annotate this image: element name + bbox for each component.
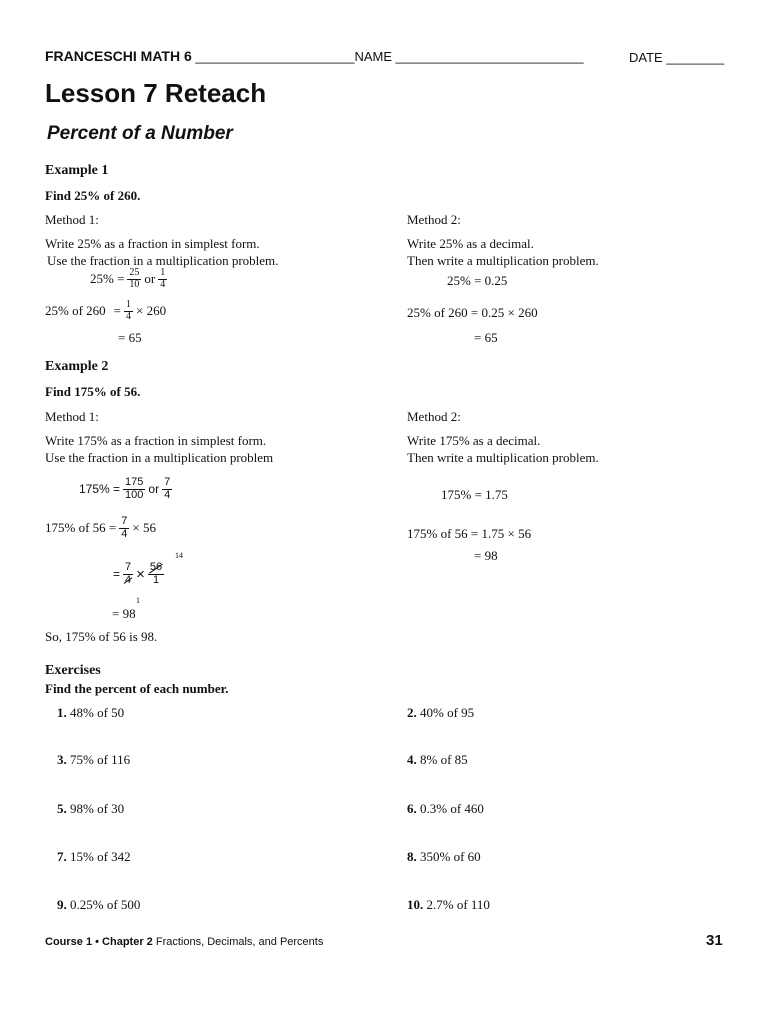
example2-method1-calc — [45, 516, 156, 540]
example1-method1-label: Method 1: — [45, 212, 99, 227]
denominator: 4 — [126, 310, 132, 322]
exercise-8 — [407, 849, 481, 865]
eq-lhs: 25% = — [90, 271, 125, 286]
or-text: or — [144, 271, 156, 286]
cancel-bottom-number: 1 — [136, 596, 140, 605]
page-number: 31 — [706, 932, 723, 949]
name-label: NAME — [354, 49, 392, 64]
exercise-number: 7. — [57, 849, 67, 864]
fraction-1-4 — [158, 268, 167, 290]
example1-method2-calc: 25% of 260 = 0.25 × 260 — [407, 305, 538, 320]
numerator: 25 — [129, 267, 140, 278]
exercise-7 — [57, 849, 131, 865]
exercise-5 — [57, 801, 124, 817]
fraction-1-4 — [124, 300, 133, 322]
fraction-7-4 — [162, 477, 172, 501]
exercise-2 — [407, 705, 474, 721]
numerator: 7 — [125, 561, 132, 573]
exercise-text: 350% of 60 — [420, 849, 481, 864]
date-field — [629, 50, 724, 65]
exercise-number: 1. — [57, 705, 67, 720]
example2-method1-result: = 98 — [112, 606, 136, 621]
calc-rhs: × 56 — [132, 520, 156, 536]
denominator: 4 — [121, 527, 128, 540]
example1-heading: Example 1 — [45, 163, 109, 178]
exercise-text: 48% of 50 — [70, 705, 125, 720]
cancelled-numerator: 56 — [149, 561, 163, 573]
exercise-text: 98% of 30 — [70, 801, 125, 816]
date-label: DATE — [629, 50, 663, 65]
fraction-175-100 — [123, 477, 145, 501]
example1-method2-line2: Then write a multiplication problem. — [407, 253, 599, 268]
calc-lhs: 25% of 260 — [45, 303, 106, 318]
exercise-text: 40% of 95 — [420, 705, 475, 720]
example1-method2-eq: 25% = 0.25 — [447, 273, 508, 288]
example1-method2-result: = 65 — [474, 330, 498, 345]
example1-method2-label: Method 2: — [407, 212, 461, 227]
school-name: FRANCESCHI MATH 6 — [45, 48, 192, 64]
example1-method1-line1: Write 25% as a fraction in simplest form. — [45, 236, 260, 251]
numerator: 7 — [164, 476, 171, 488]
exercises-instruction: Find the percent of each number. — [45, 681, 229, 696]
exercise-text: 0.25% of 500 — [70, 897, 141, 912]
denominator: 4 — [164, 488, 171, 501]
exercise-text: 75% of 116 — [70, 752, 131, 767]
exercises-heading: Exercises — [45, 663, 101, 678]
worksheet-header — [45, 48, 584, 64]
example2-method1-line1: Write 175% as a fraction in simplest form. — [45, 433, 267, 448]
example1-method1-result: = 65 — [118, 330, 142, 345]
footer-topic: Fractions, Decimals, and Percents — [155, 936, 324, 948]
exercise-number: 5. — [57, 801, 67, 816]
example2-method2-line1: Write 175% as a decimal. — [407, 433, 541, 448]
exercise-4 — [407, 752, 468, 768]
exercise-9 — [57, 897, 140, 913]
calc-equals: = — [113, 303, 122, 318]
page-footer — [45, 936, 323, 948]
page-title: Lesson 7 Reteach — [45, 78, 267, 108]
example1-method1-calc — [45, 300, 166, 322]
example1-method1-line2: Use the fraction in a multiplication problem. — [47, 253, 279, 268]
or-text: or — [148, 482, 160, 497]
numerator: 7 — [121, 515, 128, 527]
example2-conclusion: So, 175% of 56 is 98. — [45, 629, 158, 644]
name-line: __________________________ — [395, 49, 584, 64]
footer-course: Course 1 • Chapter 2 — [45, 936, 153, 948]
cancel-top-number: 14 — [175, 551, 183, 560]
fraction-7-4-cancelled — [123, 562, 133, 586]
example2-method2-label: Method 2: — [407, 409, 461, 424]
exercise-number: 10. — [407, 897, 424, 912]
page-subtitle: Percent of a Number — [47, 123, 233, 144]
example1-problem: Find 25% of 260. — [45, 188, 141, 203]
exercise-text: 8% of 85 — [420, 752, 468, 767]
example2-fraction-equation — [79, 477, 175, 501]
exercise-text: 15% of 342 — [70, 849, 131, 864]
exercise-number: 8. — [407, 849, 417, 864]
fraction-56-1-cancelled — [148, 562, 164, 586]
exercise-6 — [407, 801, 484, 817]
example2-problem: Find 175% of 56. — [45, 384, 141, 399]
example2-method1-line2: Use the fraction in a multiplication problem — [45, 450, 274, 465]
exercise-10 — [407, 897, 490, 913]
denominator: 4 — [160, 278, 166, 290]
example2-method1-label: Method 1: — [45, 409, 99, 424]
numerator: 175 — [125, 476, 144, 488]
school-line: ______________________ — [195, 49, 355, 64]
example1-method2-line1: Write 25% as a decimal. — [407, 236, 534, 251]
denominator: 10 — [129, 278, 140, 290]
fraction-7-4 — [119, 516, 129, 540]
exercise-text: 0.3% of 460 — [420, 801, 484, 816]
cancelled-denominator: 4 — [125, 573, 132, 586]
exercise-number: 2. — [407, 705, 417, 720]
date-line: ________ — [666, 50, 725, 65]
exercise-3 — [57, 752, 130, 768]
cancel-equals: = — [113, 567, 121, 582]
exercise-number: 9. — [57, 897, 67, 912]
example2-heading: Example 2 — [45, 359, 109, 374]
example2-cancel-step — [113, 562, 167, 586]
times-sign: × — [136, 565, 145, 583]
numerator: 1 — [160, 267, 166, 278]
example2-method2-result: = 98 — [474, 548, 498, 563]
exercise-number: 3. — [57, 752, 67, 767]
exercise-text: 2.7% of 110 — [426, 897, 490, 912]
example2-method2-eq: 175% = 1.75 — [441, 487, 508, 502]
exercise-1 — [57, 705, 124, 721]
example2-method2-line2: Then write a multiplication problem. — [407, 450, 599, 465]
numerator: 1 — [126, 299, 132, 310]
denominator: 1 — [152, 573, 160, 586]
eq-lhs: 175% = — [79, 482, 121, 497]
example1-fraction-equation — [90, 268, 170, 290]
calc-rhs: × 260 — [136, 303, 167, 318]
exercise-number: 6. — [407, 801, 417, 816]
fraction-25-10 — [127, 268, 141, 290]
exercise-number: 4. — [407, 752, 417, 767]
denominator: 100 — [125, 488, 144, 501]
example2-method2-calc: 175% of 56 = 1.75 × 56 — [407, 526, 532, 541]
calc-lhs: 175% of 56 = — [45, 520, 117, 536]
